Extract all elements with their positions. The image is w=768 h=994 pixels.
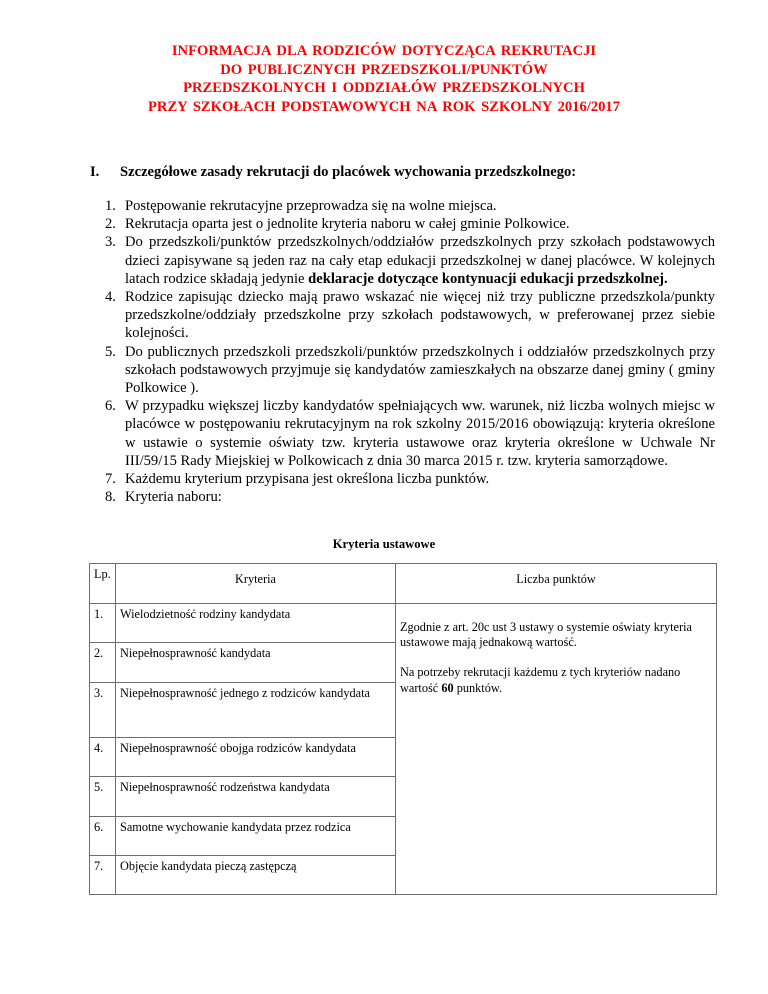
cell-criteria: Wielodzietność rodziny kandydata	[116, 604, 396, 643]
rules-list	[105, 197, 715, 506]
cell-lp: 4.	[90, 738, 116, 777]
list-item-text: Rekrutacja oparta jest o jednolite kryteria naboru w całej gminie Polkowice.	[125, 216, 570, 233]
list-item-text: W przypadku większej liczby kandydatów spełniających ww. warunek, niż liczba wolnych miejsc w placówce w postępowaniu rekrutacyjnym na rok szkolny 2015/2016 obowiązują: kryteria określone w ustawie o systemie oświaty tzw. kryteria ustawowe oraz kryteria określone w Uchwale Nr III/59/15 Rady Miejskiej w Polkowicach z dnia 30 marca 2015 r. tzw. kryteria samorządowe.	[125, 398, 715, 469]
list-item-number: 6.	[105, 398, 116, 415]
cell-lp: 6.	[90, 817, 116, 856]
title-line: DO PUBLICZNYCH PRZEDSZKOLI/PUNKTÓW	[220, 61, 548, 78]
header-lp: Lp.	[90, 564, 116, 604]
title-line: INFORMACJA DLA RODZICÓW DOTYCZĄCA REKRUTACJI	[171, 43, 597, 59]
list-item-number: 8.	[105, 489, 116, 506]
points-note-suffix: punktów.	[453, 680, 503, 695]
header-points: Liczba punktów	[396, 564, 717, 604]
table-header-row	[90, 564, 717, 604]
list-item-number: 3.	[105, 234, 116, 251]
title-line: PRZEDSZKOLNYCH I ODDZIAŁÓW PRZEDSZKOLNYCH	[183, 80, 585, 96]
criteria-table	[89, 563, 717, 895]
section-numeral: I.	[90, 164, 100, 180]
list-item-text: Do przedszkoli/punktów przedszkolnych/oddziałów przedszkolnych przy szkołach podstawowych dzieci zapisywane są jeden raz na cały etap edukacji przedszkolnej w danej placówce. W kolejnych latach rodzice składają jedynie	[125, 234, 715, 287]
list-item	[105, 397, 715, 470]
points-note-paragraph-1: Zgodnie z art. 20c ust 3 ustawy o systemie oświaty kryteria ustawowe mają jednakową wartość.	[400, 620, 692, 650]
cell-criteria: Niepełnosprawność obojga rodziców kandydata	[116, 738, 396, 777]
cell-lp: 2.	[90, 643, 116, 683]
list-item	[105, 233, 715, 288]
cell-points-note	[396, 604, 717, 895]
list-item-text: Każdemu kryterium przypisana jest określona liczba punktów.	[125, 471, 490, 488]
points-note-paragraph-2	[400, 665, 712, 695]
section-heading-text: Szczegółowe zasady rekrutacji do placówek wychowania przedszkolnego:	[120, 164, 577, 180]
points-note-text: Na potrzeby rekrutacji każdemu z tych kryteriów nadano wartość	[400, 665, 681, 695]
list-item	[105, 215, 715, 233]
cell-lp: 1.	[90, 604, 116, 643]
document-title	[0, 42, 768, 116]
list-item	[105, 288, 715, 343]
cell-criteria: Niepełnosprawność jednego z rodziców kandydata	[116, 683, 396, 738]
cell-lp: 7.	[90, 856, 116, 895]
list-item-text: Do publicznych przedszkoli przedszkoli/punktów przedszkolnych i oddziałów przedszkolnych przy szkołach podstawowych przyjmuje się kandydatów zamieszkałych na obszarze danej gminy ( gminy Polkowice ).	[125, 343, 715, 397]
cell-criteria: Niepełnosprawność kandydata	[116, 643, 396, 683]
table-row	[90, 604, 717, 643]
list-item	[105, 343, 715, 398]
list-item-number: 7.	[105, 471, 116, 488]
list-item-text: Postępowanie rekrutacyjne przeprowadza się na wolne miejsca.	[125, 198, 497, 214]
list-item-bold-text: deklaracje dotyczące kontynuacji edukacji przedszkolnej.	[308, 270, 668, 287]
list-item	[105, 488, 715, 506]
list-item-text: Kryteria naboru:	[125, 489, 222, 506]
list-item	[105, 470, 715, 488]
points-value: 60	[441, 680, 454, 695]
list-item-text: Rodzice zapisując dziecko mają prawo wskazać nie więcej niż trzy publiczne przedszkola/punkty przedszkolne/oddziały przedszkolne przy szkołach podstawowych, w preferowanej przez siebie kolejności.	[125, 289, 715, 342]
cell-criteria: Niepełnosprawność rodzeństwa kandydata	[116, 777, 396, 817]
header-criteria: Kryteria	[116, 564, 396, 604]
cell-lp: 3.	[90, 683, 116, 738]
table-caption: Kryteria ustawowe	[332, 537, 436, 551]
list-item-number: 5.	[105, 343, 116, 360]
list-item	[105, 197, 715, 215]
list-item-number: 4.	[105, 289, 116, 306]
list-item-number: 1.	[105, 198, 116, 214]
cell-lp: 5.	[90, 777, 116, 817]
cell-criteria: Objęcie kandydata pieczą zastępczą	[116, 856, 396, 895]
section-heading	[90, 163, 576, 181]
title-line: PRZY SZKOŁACH PODSTAWOWYCH NA ROK SZKOLNY 2016/2017	[147, 98, 621, 115]
cell-criteria: Samotne wychowanie kandydata przez rodzica	[116, 817, 396, 856]
list-item-number: 2.	[105, 216, 116, 233]
